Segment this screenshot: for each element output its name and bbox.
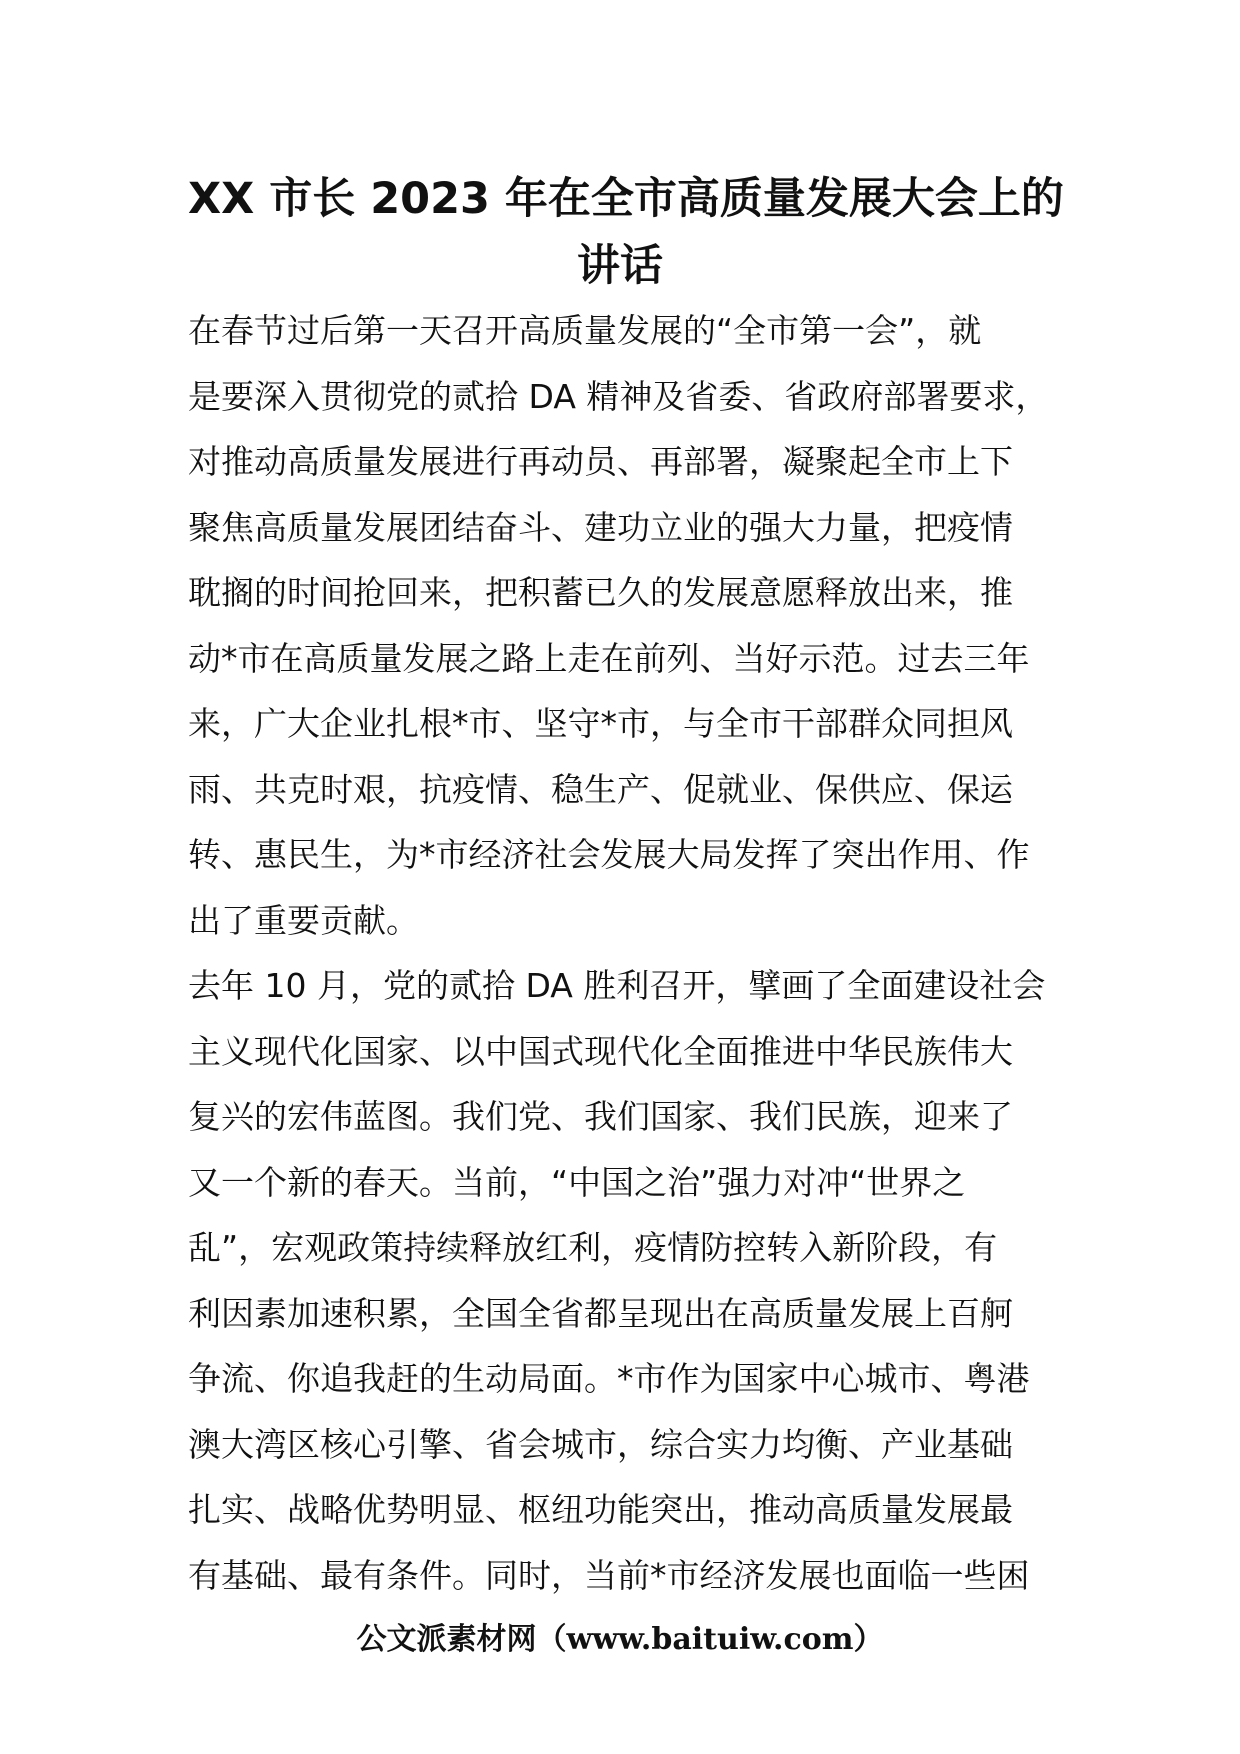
body-line: 利因素加速积累，全国全省都呈现出在高质量发展上百舸 (188, 1293, 1013, 1333)
title-line: XX 市长 2023 年在全市高质量发展大会上的 (188, 174, 1064, 224)
body-line: 澳大湾区核心引擎、省会城市，综合实力均衡、产业基础 (188, 1424, 1013, 1464)
body-line: 在春节过后第一天召开高质量发展的“全市第一会”，就 (188, 311, 982, 350)
body-line: 乱”，宏观政策持续释放红利，疫情防控转入新阶段，有 (188, 1228, 998, 1267)
body-line: 转、惠民生，为*市经济社会发展大局发挥了突出作用、作 (188, 835, 1030, 874)
body-line: 扎实、战略优势明显、枢纽功能突出，推动高质量发展最 (188, 1490, 1013, 1529)
body-line: 复兴的宏伟蓝图。我们党、我们国家、我们民族，迎来了 (188, 1097, 1013, 1136)
body-line: 对推动高质量发展进行再动员、再部署，凝聚起全市上下 (188, 442, 1013, 481)
title-line: 讲话 (577, 241, 663, 291)
body-line: 去年 10 月，党的贰拾 DA 胜利召开，擘画了全面建设社会 (188, 966, 1046, 1005)
document-body (188, 298, 1058, 1608)
body-line: 耽搁的时间抢回来，把积蓄已久的发展意愿释放出来，推 (188, 573, 1013, 612)
body-line: 雨、共克时艰，抗疫情、稳生产、促就业、保供应、保运 (188, 769, 1013, 809)
body-line: 来，广大企业扎根*市、坚守*市，与全市干部群众同担风 (188, 704, 1013, 743)
body-line: 主义现代化国家、以中国式现代化全面推进中华民族伟大 (188, 1031, 1013, 1071)
body-line: 争流、你追我赶的生动局面。*市作为国家中心城市、粤港 (188, 1359, 1030, 1398)
document-title (188, 166, 1064, 300)
body-line: 有基础、最有条件。同时，当前*市经济发展也面临一些困 (188, 1555, 1030, 1595)
body-line: 聚焦高质量发展团结奋斗、建功立业的强大力量，把疫情 (188, 507, 1013, 547)
body-line: 又一个新的春天。当前，“中国之治”强力对冲“世界之 (188, 1162, 966, 1202)
body-line: 出了重要贡献。 (188, 900, 419, 940)
body-line: 动*市在高质量发展之路上走在前列、当好示范。过去三年 (188, 638, 1030, 678)
page-footer: 公文派素材网（www.baituiw.com） (356, 1622, 884, 1657)
body-line: 是要深入贯彻党的贰拾 DA 精神及省委、省政府部署要求， (188, 376, 1049, 416)
